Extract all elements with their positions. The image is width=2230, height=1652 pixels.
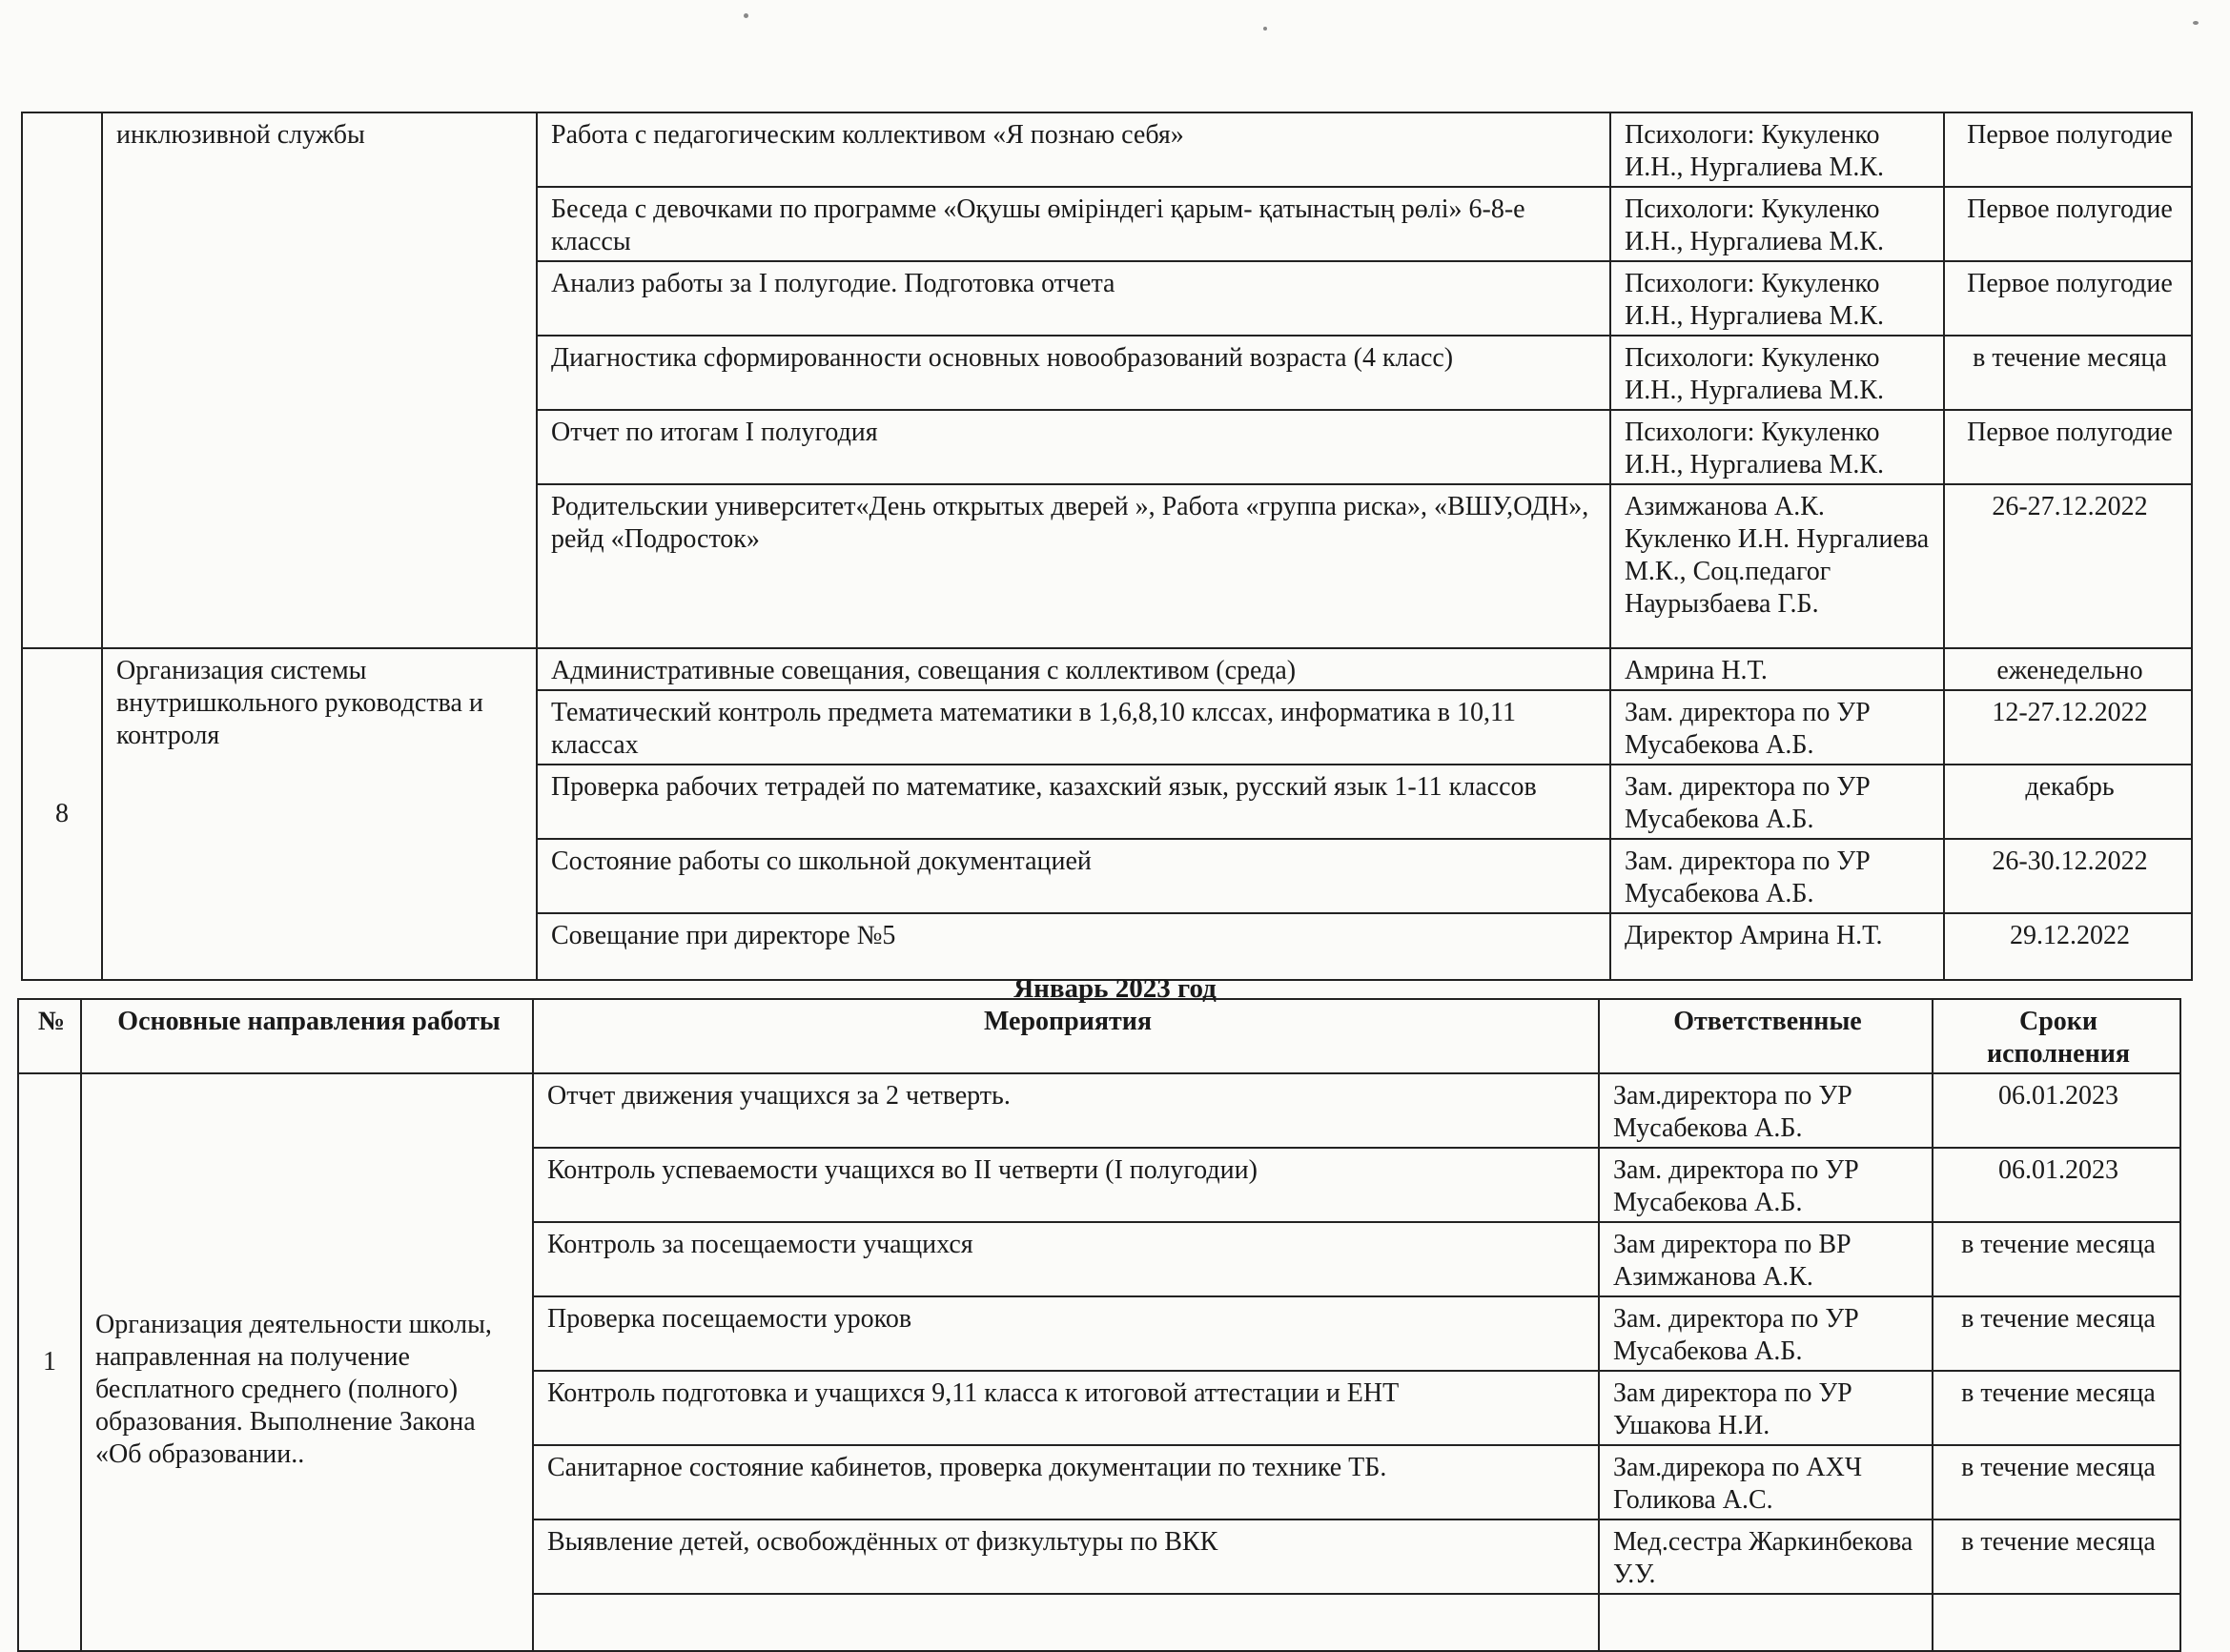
deadline-cell-cut	[1933, 1594, 2180, 1651]
month-heading: Январь 2023 год	[1013, 973, 1217, 1004]
deadline-cell: в течение месяца	[1944, 336, 2192, 410]
responsible-cell: Зам. директора по УР Мусабекова А.Б.	[1610, 765, 1944, 839]
deadline-cell: 29.12.2022	[1944, 913, 2192, 980]
event-cell: Санитарное состояние кабинетов, проверка документации по технике ТБ.	[533, 1445, 1599, 1519]
responsible-cell: Психологи: Кукуленко И.Н., Нургалиева М.К.	[1610, 187, 1944, 261]
event-cell: Родительскии университет«День открытых дверей », Работа «группа риска», «ВШУ,ОДН», рейд «Подросток»	[537, 484, 1610, 648]
deadline-cell: декабрь	[1944, 765, 2192, 839]
deadline-cell: Первое полугодие	[1944, 112, 2192, 187]
event-cell: Контроль успеваемости учащихся во II четверти (I полугодии)	[533, 1148, 1599, 1222]
january-plan-table	[17, 998, 2181, 1652]
row-number-cell: 8	[22, 648, 102, 980]
responsible-cell: Психологи: Кукуленко И.Н., Нургалиева М.К.	[1610, 261, 1944, 336]
direction-cell: Организация деятельности школы, направленная на получение бесплатного среднего (полного) образования. Выполнение Закона «Об образовании..	[81, 1073, 533, 1651]
responsible-cell: Зам директора по УР Ушакова Н.И.	[1599, 1371, 1933, 1445]
deadline-cell: Первое полугодие	[1944, 261, 2192, 336]
deadline-cell: 12-27.12.2022	[1944, 690, 2192, 765]
deadline-cell: 06.01.2023	[1933, 1148, 2180, 1222]
deadline-cell: в течение месяца	[1933, 1296, 2180, 1371]
event-cell: Проверка посещаемости уроков	[533, 1296, 1599, 1371]
deadline-cell: Первое полугодие	[1944, 187, 2192, 261]
responsible-cell: Зам. директора по УР Мусабекова А.Б.	[1610, 690, 1944, 765]
deadline-cell: 06.01.2023	[1933, 1073, 2180, 1148]
event-cell: Выявление детей, освобождённых от физкультуры по ВКК	[533, 1519, 1599, 1594]
responsible-cell: Зам. директора по УР Мусабекова А.Б.	[1610, 839, 1944, 913]
direction-cell: инклюзивной службы	[102, 112, 537, 648]
event-cell: Работа с педагогическим коллективом «Я познаю себя»	[537, 112, 1610, 187]
deadline-cell: в течение месяца	[1933, 1222, 2180, 1296]
event-cell-cut	[533, 1594, 1599, 1651]
deadline-cell: в течение месяца	[1933, 1519, 2180, 1594]
deadline-cell: Первое полугодие	[1944, 410, 2192, 484]
row-number-cell: 1	[18, 1073, 81, 1651]
direction-cell: Организация системы внутришкольного руководства и контроля	[102, 648, 537, 980]
scan-speck	[1263, 27, 1267, 31]
event-cell: Беседа с девочками по программе «Оқушы өміріндегі қарым- қатынастың рөлі» 6-8-е классы	[537, 187, 1610, 261]
scan-speck	[744, 13, 748, 18]
event-cell: Контроль подготовка и учащихся 9,11 класса к итоговой аттестации и ЕНТ	[533, 1371, 1599, 1445]
deadline-cell: в течение месяца	[1933, 1445, 2180, 1519]
event-cell: Диагностика сформированности основных новообразований возраста (4 класс)	[537, 336, 1610, 410]
responsible-cell: Директор Амрина Н.Т.	[1610, 913, 1944, 980]
responsible-cell: Зам. директора по УР Мусабекова А.Б.	[1599, 1148, 1933, 1222]
responsible-cell: Психологи: Кукуленко И.Н., Нургалиева М.К.	[1610, 410, 1944, 484]
deadline-cell: в течение месяца	[1933, 1371, 2180, 1445]
event-cell: Анализ работы за I полугодие. Подготовка отчета	[537, 261, 1610, 336]
december-plan-table	[21, 112, 2193, 981]
event-cell: Контроль за посещаемости учащихся	[533, 1222, 1599, 1296]
responsible-cell-cut	[1599, 1594, 1933, 1651]
responsible-cell: Зам.директора по УР Мусабекова А.Б.	[1599, 1073, 1933, 1148]
deadline-cell: 26-27.12.2022	[1944, 484, 2192, 648]
responsible-cell: Мед.сестра Жаркинбекова У.У.	[1599, 1519, 1933, 1594]
responsible-cell: Зам.дирекора по АХЧ Голикова А.С.	[1599, 1445, 1933, 1519]
responsible-cell: Азимжанова А.К. Кукленко И.Н. Нургалиева М.К., Соц.педагог Наурызбаева Г.Б.	[1610, 484, 1944, 648]
deadline-cell: 26-30.12.2022	[1944, 839, 2192, 913]
table-row	[22, 112, 2192, 187]
row-number-cell	[22, 112, 102, 648]
table-row	[18, 1073, 2180, 1148]
responsible-cell: Зам. директора по УР Мусабекова А.Б.	[1599, 1296, 1933, 1371]
scan-speck	[2193, 21, 2199, 25]
event-cell: Проверка рабочих тетрадей по математике, казахский язык, русский язык 1-11 классов	[537, 765, 1610, 839]
deadline-cell: еженедельно	[1944, 648, 2192, 690]
event-cell: Отчет по итогам I полугодия	[537, 410, 1610, 484]
event-cell: Тематический контроль предмета математики в 1,6,8,10 клссах, информатика в 10,11 классах	[537, 690, 1610, 765]
responsible-cell: Амрина Н.Т.	[1610, 648, 1944, 690]
event-cell: Административные совещания, совещания с коллективом (среда)	[537, 648, 1610, 690]
table-row	[22, 648, 2192, 690]
event-cell: Совещание при директоре №5	[537, 913, 1610, 980]
header-number: №	[18, 999, 81, 1073]
header-deadline: Сроки исполнения	[1933, 999, 2180, 1073]
header-events: Мероприятия	[533, 999, 1599, 1073]
header-responsible: Ответственные	[1599, 999, 1933, 1073]
responsible-cell: Психологи: Кукуленко И.Н., Нургалиева М.К.	[1610, 336, 1944, 410]
event-cell: Отчет движения учащихся за 2 четверть.	[533, 1073, 1599, 1148]
responsible-cell: Психологи: Кукуленко И.Н., Нургалиева М.К.	[1610, 112, 1944, 187]
header-direction: Основные направления работы	[81, 999, 533, 1073]
event-cell: Состояние работы со школьной документацией	[537, 839, 1610, 913]
responsible-cell: Зам директора по ВР Азимжанова А.К.	[1599, 1222, 1933, 1296]
table-header-row	[18, 999, 2180, 1073]
